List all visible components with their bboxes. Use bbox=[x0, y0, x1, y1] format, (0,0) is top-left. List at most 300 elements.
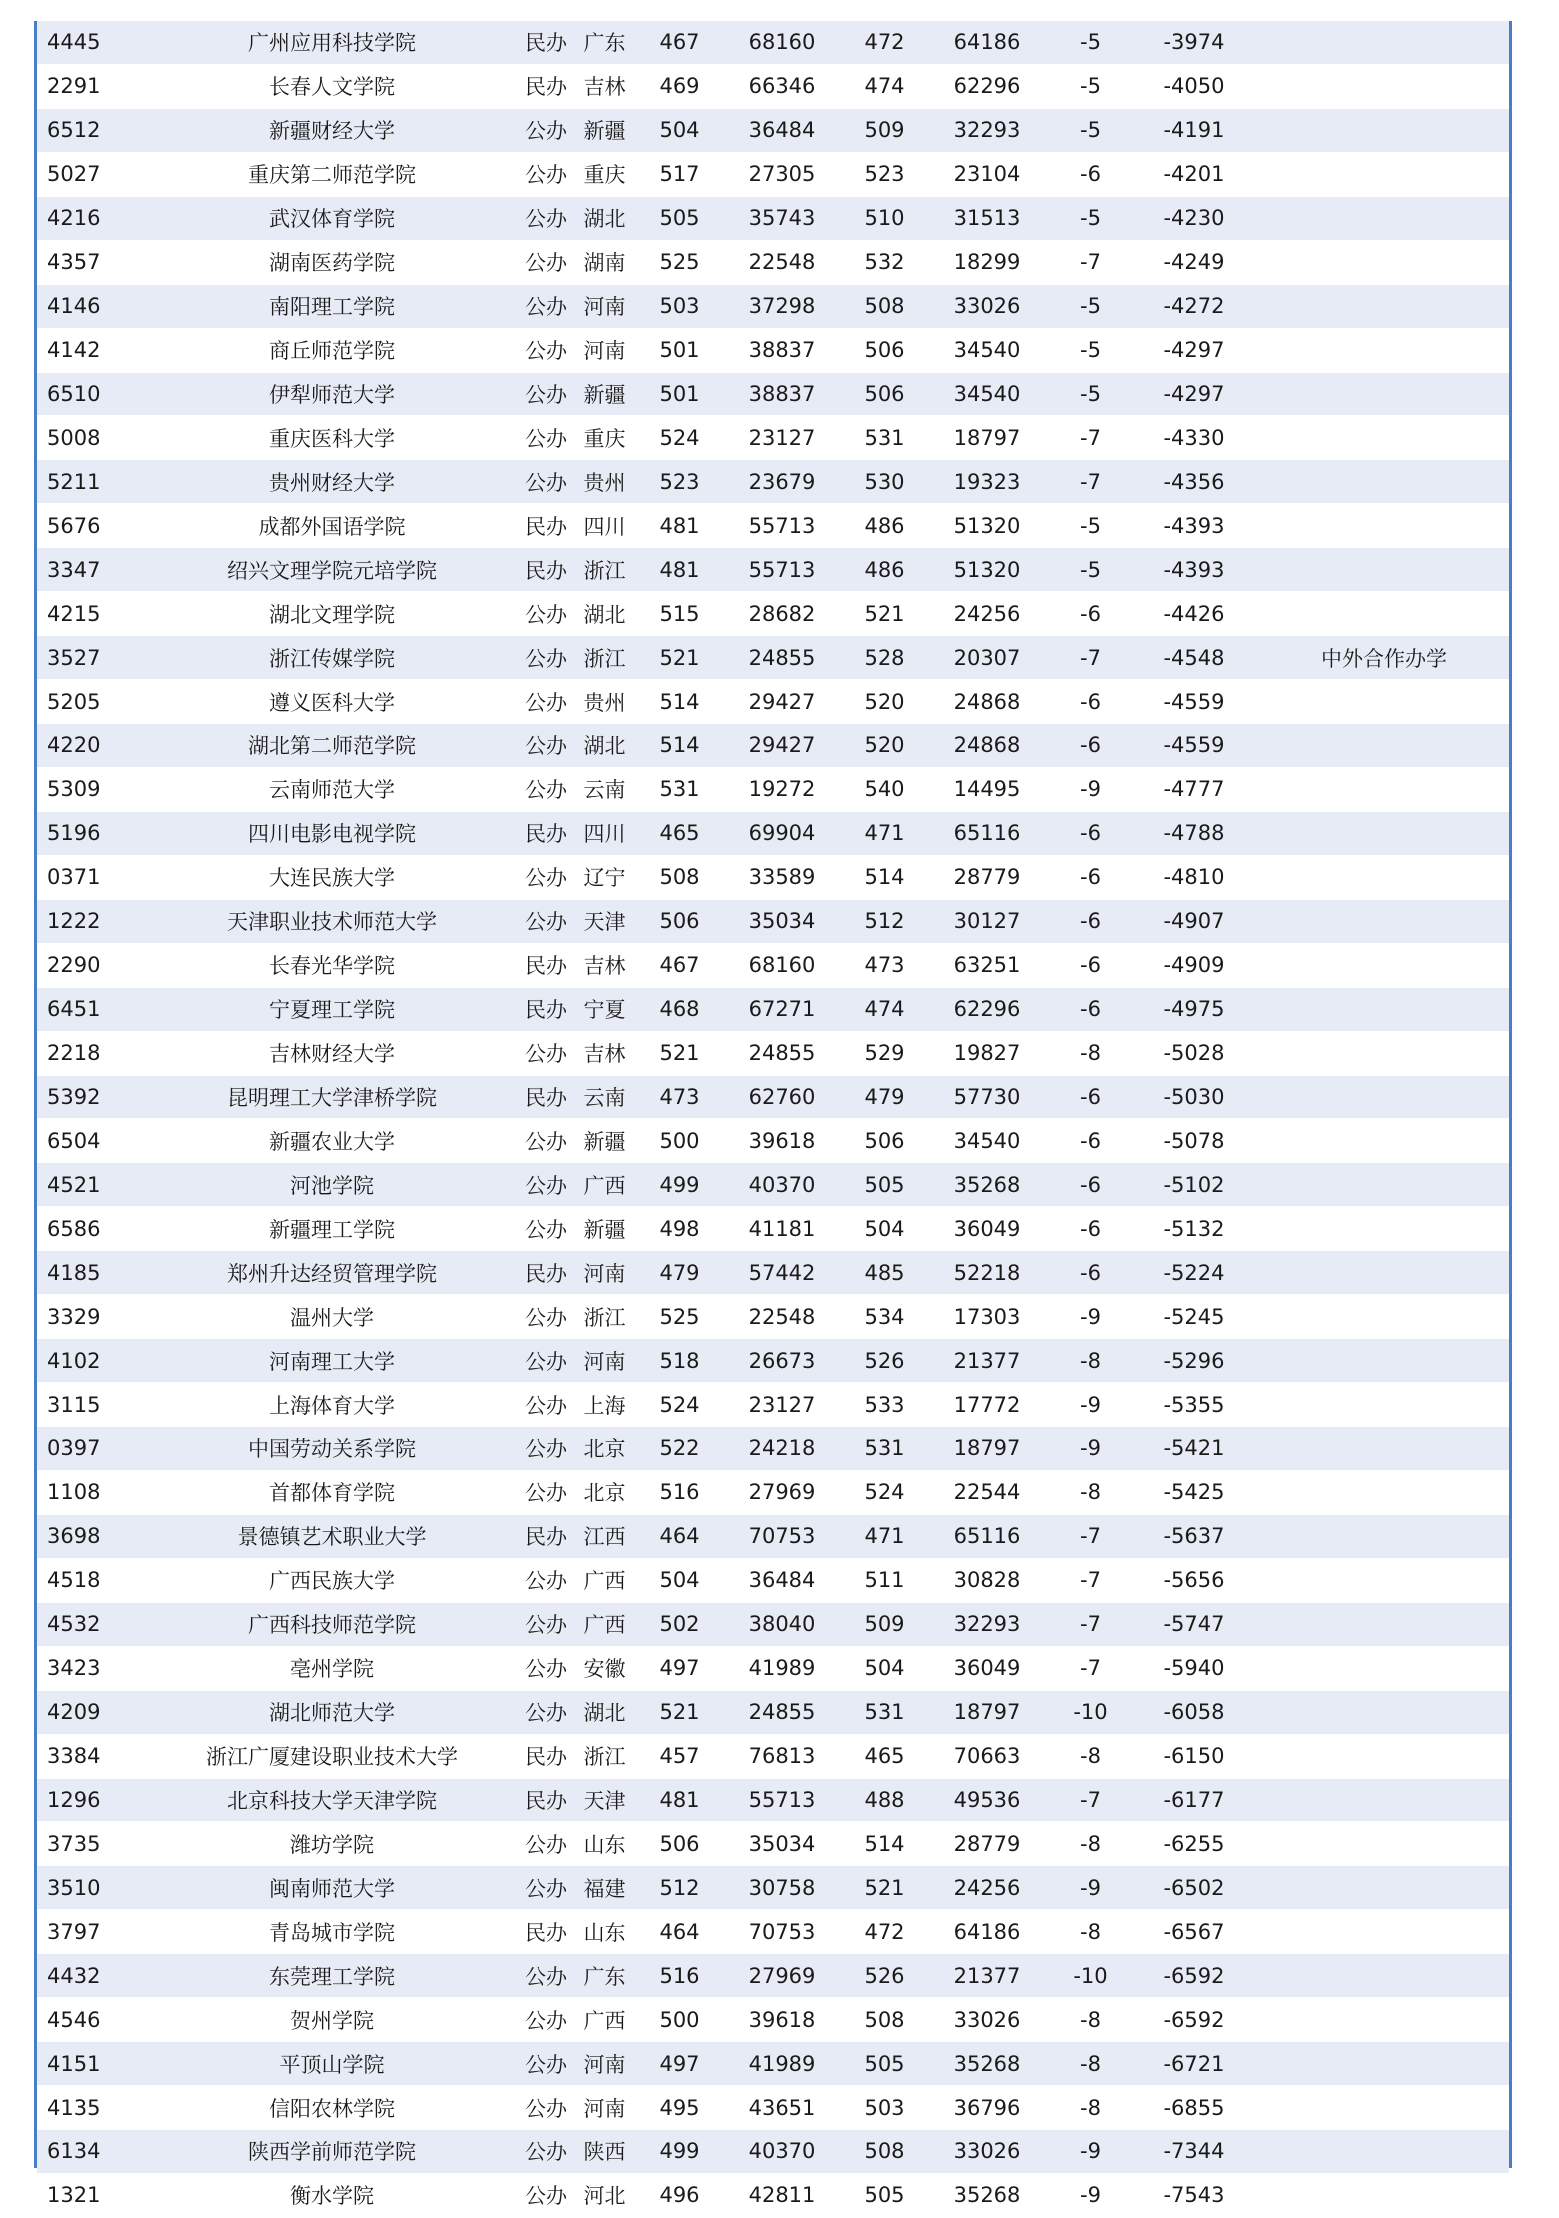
school-name-cell: 青岛城市学院 bbox=[167, 1910, 497, 1954]
note-cell bbox=[1259, 152, 1509, 196]
table-row bbox=[37, 1339, 1509, 1383]
score-2023-cell: 497 bbox=[642, 1646, 717, 1690]
rank-2023-cell: 68160 bbox=[717, 943, 847, 987]
note-cell: 中外合作办学 bbox=[1259, 636, 1509, 680]
school-type-cell: 民办 bbox=[497, 1734, 567, 1778]
rank-2023-cell: 69904 bbox=[717, 811, 847, 855]
province-cell: 四川 bbox=[567, 811, 642, 855]
school-code-cell: 3698 bbox=[37, 1514, 167, 1558]
rank-2022-cell: 36049 bbox=[922, 1207, 1052, 1251]
admission-score-table bbox=[37, 21, 1509, 2218]
school-type-cell: 民办 bbox=[497, 21, 567, 64]
school-type-cell: 公办 bbox=[497, 240, 567, 284]
rank-diff-cell: -5940 bbox=[1129, 1646, 1259, 1690]
score-2022-cell: 526 bbox=[847, 1954, 922, 1998]
school-name-cell: 河池学院 bbox=[167, 1163, 497, 1207]
score-diff-cell: -6 bbox=[1052, 899, 1129, 943]
rank-2023-cell: 22548 bbox=[717, 1295, 847, 1339]
school-code-cell: 4357 bbox=[37, 240, 167, 284]
rank-2023-cell: 36484 bbox=[717, 108, 847, 152]
table-row bbox=[37, 284, 1509, 328]
school-code-cell: 4135 bbox=[37, 2086, 167, 2130]
rank-diff-cell: -4426 bbox=[1129, 592, 1259, 636]
rank-diff-cell: -5421 bbox=[1129, 1427, 1259, 1471]
school-code-cell: 3347 bbox=[37, 548, 167, 592]
rank-2023-cell: 76813 bbox=[717, 1734, 847, 1778]
school-code-cell: 6134 bbox=[37, 2130, 167, 2174]
score-2023-cell: 467 bbox=[642, 943, 717, 987]
rank-diff-cell: -4975 bbox=[1129, 987, 1259, 1031]
school-code-cell: 4532 bbox=[37, 1602, 167, 1646]
school-code-cell: 3735 bbox=[37, 1822, 167, 1866]
school-type-cell: 民办 bbox=[497, 1910, 567, 1954]
rank-2023-cell: 24218 bbox=[717, 1427, 847, 1471]
province-cell: 辽宁 bbox=[567, 855, 642, 899]
province-cell: 浙江 bbox=[567, 636, 642, 680]
rank-2023-cell: 19272 bbox=[717, 767, 847, 811]
score-diff-cell: -9 bbox=[1052, 1866, 1129, 1910]
rank-2022-cell: 22544 bbox=[922, 1470, 1052, 1514]
school-type-cell: 公办 bbox=[497, 680, 567, 724]
score-2023-cell: 521 bbox=[642, 1690, 717, 1734]
score-2022-cell: 505 bbox=[847, 2173, 922, 2217]
rank-2023-cell: 33589 bbox=[717, 855, 847, 899]
score-2022-cell: 521 bbox=[847, 1866, 922, 1910]
school-code-cell: 6504 bbox=[37, 1119, 167, 1163]
school-type-cell: 公办 bbox=[497, 1163, 567, 1207]
school-type-cell: 公办 bbox=[497, 328, 567, 372]
rank-2022-cell: 49536 bbox=[922, 1778, 1052, 1822]
table-row bbox=[37, 504, 1509, 548]
score-2023-cell: 496 bbox=[642, 2173, 717, 2217]
school-name-cell: 河南理工大学 bbox=[167, 1339, 497, 1383]
school-code-cell: 2290 bbox=[37, 943, 167, 987]
province-cell: 新疆 bbox=[567, 1207, 642, 1251]
table-row bbox=[37, 1295, 1509, 1339]
note-cell bbox=[1259, 1031, 1509, 1075]
rank-diff-cell: -4907 bbox=[1129, 899, 1259, 943]
note-cell bbox=[1259, 504, 1509, 548]
school-name-cell: 吉林财经大学 bbox=[167, 1031, 497, 1075]
rank-diff-cell: -4559 bbox=[1129, 680, 1259, 724]
score-2022-cell: 532 bbox=[847, 240, 922, 284]
score-2023-cell: 525 bbox=[642, 240, 717, 284]
table-row bbox=[37, 1383, 1509, 1427]
school-type-cell: 公办 bbox=[497, 1822, 567, 1866]
score-2022-cell: 509 bbox=[847, 1602, 922, 1646]
rank-2023-cell: 43651 bbox=[717, 2086, 847, 2130]
table-row bbox=[37, 1427, 1509, 1471]
note-cell bbox=[1259, 372, 1509, 416]
school-name-cell: 潍坊学院 bbox=[167, 1822, 497, 1866]
school-code-cell: 1296 bbox=[37, 1778, 167, 1822]
school-type-cell: 公办 bbox=[497, 1646, 567, 1690]
school-name-cell: 贵州财经大学 bbox=[167, 460, 497, 504]
school-type-cell: 公办 bbox=[497, 767, 567, 811]
note-cell bbox=[1259, 1778, 1509, 1822]
table-row bbox=[37, 1822, 1509, 1866]
score-2023-cell: 502 bbox=[642, 1602, 717, 1646]
score-2023-cell: 457 bbox=[642, 1734, 717, 1778]
rank-2022-cell: 18797 bbox=[922, 416, 1052, 460]
province-cell: 河南 bbox=[567, 1251, 642, 1295]
note-cell bbox=[1259, 1383, 1509, 1427]
score-2022-cell: 472 bbox=[847, 1910, 922, 1954]
score-2023-cell: 473 bbox=[642, 1075, 717, 1119]
school-name-cell: 东莞理工学院 bbox=[167, 1954, 497, 1998]
score-2023-cell: 468 bbox=[642, 987, 717, 1031]
school-name-cell: 浙江广厦建设职业技术大学 bbox=[167, 1734, 497, 1778]
school-name-cell: 上海体育大学 bbox=[167, 1383, 497, 1427]
rank-diff-cell: -7344 bbox=[1129, 2130, 1259, 2174]
score-2023-cell: 521 bbox=[642, 636, 717, 680]
school-type-cell: 公办 bbox=[497, 152, 567, 196]
school-code-cell: 1108 bbox=[37, 1470, 167, 1514]
table-row bbox=[37, 2130, 1509, 2174]
rank-diff-cell: -6177 bbox=[1129, 1778, 1259, 1822]
province-cell: 广西 bbox=[567, 1602, 642, 1646]
rank-diff-cell: -5656 bbox=[1129, 1558, 1259, 1602]
province-cell: 新疆 bbox=[567, 372, 642, 416]
score-2023-cell: 469 bbox=[642, 64, 717, 108]
table-row bbox=[37, 1514, 1509, 1558]
score-diff-cell: -5 bbox=[1052, 504, 1129, 548]
score-2022-cell: 531 bbox=[847, 416, 922, 460]
school-name-cell: 浙江传媒学院 bbox=[167, 636, 497, 680]
score-diff-cell: -8 bbox=[1052, 1339, 1129, 1383]
rank-2023-cell: 40370 bbox=[717, 1163, 847, 1207]
province-cell: 重庆 bbox=[567, 152, 642, 196]
school-type-cell: 公办 bbox=[497, 1998, 567, 2042]
school-code-cell: 4102 bbox=[37, 1339, 167, 1383]
table-row bbox=[37, 372, 1509, 416]
school-code-cell: 2218 bbox=[37, 1031, 167, 1075]
note-cell bbox=[1259, 196, 1509, 240]
school-name-cell: 宁夏理工学院 bbox=[167, 987, 497, 1031]
score-diff-cell: -8 bbox=[1052, 1998, 1129, 2042]
province-cell: 贵州 bbox=[567, 460, 642, 504]
rank-diff-cell: -5078 bbox=[1129, 1119, 1259, 1163]
province-cell: 广西 bbox=[567, 1998, 642, 2042]
province-cell: 陕西 bbox=[567, 2130, 642, 2174]
score-2022-cell: 521 bbox=[847, 592, 922, 636]
school-type-cell: 公办 bbox=[497, 372, 567, 416]
score-diff-cell: -6 bbox=[1052, 592, 1129, 636]
province-cell: 云南 bbox=[567, 1075, 642, 1119]
table-row bbox=[37, 240, 1509, 284]
rank-2023-cell: 66346 bbox=[717, 64, 847, 108]
rank-2023-cell: 26673 bbox=[717, 1339, 847, 1383]
school-name-cell: 南阳理工学院 bbox=[167, 284, 497, 328]
rank-2023-cell: 39618 bbox=[717, 1119, 847, 1163]
score-diff-cell: -5 bbox=[1052, 548, 1129, 592]
school-name-cell: 闽南师范大学 bbox=[167, 1866, 497, 1910]
rank-2022-cell: 35268 bbox=[922, 2042, 1052, 2086]
school-type-cell: 民办 bbox=[497, 64, 567, 108]
school-name-cell: 天津职业技术师范大学 bbox=[167, 899, 497, 943]
school-code-cell: 4151 bbox=[37, 2042, 167, 2086]
rank-2023-cell: 22548 bbox=[717, 240, 847, 284]
school-name-cell: 景德镇艺术职业大学 bbox=[167, 1514, 497, 1558]
rank-diff-cell: -4050 bbox=[1129, 64, 1259, 108]
school-type-cell: 公办 bbox=[497, 1207, 567, 1251]
score-diff-cell: -6 bbox=[1052, 1119, 1129, 1163]
note-cell bbox=[1259, 1558, 1509, 1602]
score-2022-cell: 485 bbox=[847, 1251, 922, 1295]
score-2022-cell: 503 bbox=[847, 2086, 922, 2130]
school-type-cell: 民办 bbox=[497, 811, 567, 855]
rank-2022-cell: 70663 bbox=[922, 1734, 1052, 1778]
score-2022-cell: 540 bbox=[847, 767, 922, 811]
rank-diff-cell: -6502 bbox=[1129, 1866, 1259, 1910]
school-name-cell: 绍兴文理学院元培学院 bbox=[167, 548, 497, 592]
score-2022-cell: 506 bbox=[847, 1119, 922, 1163]
rank-diff-cell: -4272 bbox=[1129, 284, 1259, 328]
score-2023-cell: 517 bbox=[642, 152, 717, 196]
rank-2022-cell: 24868 bbox=[922, 680, 1052, 724]
table-row bbox=[37, 1602, 1509, 1646]
school-code-cell: 5676 bbox=[37, 504, 167, 548]
rank-2023-cell: 62760 bbox=[717, 1075, 847, 1119]
school-name-cell: 伊犁师范大学 bbox=[167, 372, 497, 416]
score-2022-cell: 528 bbox=[847, 636, 922, 680]
school-type-cell: 民办 bbox=[497, 504, 567, 548]
rank-2023-cell: 36484 bbox=[717, 1558, 847, 1602]
score-diff-cell: -8 bbox=[1052, 1470, 1129, 1514]
table-row bbox=[37, 899, 1509, 943]
province-cell: 湖北 bbox=[567, 724, 642, 768]
score-2023-cell: 515 bbox=[642, 592, 717, 636]
rank-diff-cell: -4559 bbox=[1129, 724, 1259, 768]
rank-2022-cell: 30828 bbox=[922, 1558, 1052, 1602]
rank-2022-cell: 21377 bbox=[922, 1339, 1052, 1383]
rank-2022-cell: 17303 bbox=[922, 1295, 1052, 1339]
rank-2022-cell: 65116 bbox=[922, 1514, 1052, 1558]
note-cell bbox=[1259, 108, 1509, 152]
note-cell bbox=[1259, 1602, 1509, 1646]
rank-diff-cell: -4393 bbox=[1129, 548, 1259, 592]
note-cell bbox=[1259, 284, 1509, 328]
note-cell bbox=[1259, 1163, 1509, 1207]
score-2022-cell: 511 bbox=[847, 1558, 922, 1602]
score-2022-cell: 514 bbox=[847, 855, 922, 899]
score-diff-cell: -6 bbox=[1052, 811, 1129, 855]
school-code-cell: 5309 bbox=[37, 767, 167, 811]
score-2022-cell: 514 bbox=[847, 1822, 922, 1866]
school-code-cell: 5027 bbox=[37, 152, 167, 196]
province-cell: 浙江 bbox=[567, 1295, 642, 1339]
rank-2023-cell: 35034 bbox=[717, 899, 847, 943]
rank-2023-cell: 27969 bbox=[717, 1470, 847, 1514]
rank-diff-cell: -4356 bbox=[1129, 460, 1259, 504]
note-cell bbox=[1259, 1514, 1509, 1558]
school-code-cell: 3384 bbox=[37, 1734, 167, 1778]
score-diff-cell: -9 bbox=[1052, 2173, 1129, 2217]
note-cell bbox=[1259, 943, 1509, 987]
score-2023-cell: 531 bbox=[642, 767, 717, 811]
province-cell: 河南 bbox=[567, 2086, 642, 2130]
school-type-cell: 民办 bbox=[497, 548, 567, 592]
rank-2023-cell: 42811 bbox=[717, 2173, 847, 2217]
score-2023-cell: 500 bbox=[642, 1119, 717, 1163]
rank-diff-cell: -4191 bbox=[1129, 108, 1259, 152]
note-cell bbox=[1259, 680, 1509, 724]
rank-diff-cell: -5132 bbox=[1129, 1207, 1259, 1251]
score-diff-cell: -6 bbox=[1052, 1075, 1129, 1119]
school-code-cell: 4215 bbox=[37, 592, 167, 636]
table-row bbox=[37, 767, 1509, 811]
province-cell: 天津 bbox=[567, 1778, 642, 1822]
school-code-cell: 5392 bbox=[37, 1075, 167, 1119]
score-2023-cell: 508 bbox=[642, 855, 717, 899]
table-row bbox=[37, 1163, 1509, 1207]
rank-2023-cell: 55713 bbox=[717, 504, 847, 548]
score-2023-cell: 506 bbox=[642, 1822, 717, 1866]
school-type-cell: 公办 bbox=[497, 1295, 567, 1339]
score-2022-cell: 479 bbox=[847, 1075, 922, 1119]
note-cell bbox=[1259, 21, 1509, 64]
rank-2023-cell: 70753 bbox=[717, 1514, 847, 1558]
note-cell bbox=[1259, 240, 1509, 284]
school-code-cell: 3115 bbox=[37, 1383, 167, 1427]
rank-2022-cell: 32293 bbox=[922, 108, 1052, 152]
note-cell bbox=[1259, 855, 1509, 899]
rank-2022-cell: 51320 bbox=[922, 504, 1052, 548]
rank-2022-cell: 30127 bbox=[922, 899, 1052, 943]
note-cell bbox=[1259, 592, 1509, 636]
province-cell: 河南 bbox=[567, 1339, 642, 1383]
rank-2023-cell: 35034 bbox=[717, 1822, 847, 1866]
rank-2023-cell: 27305 bbox=[717, 152, 847, 196]
province-cell: 浙江 bbox=[567, 548, 642, 592]
school-name-cell: 湖北师范大学 bbox=[167, 1690, 497, 1734]
rank-2022-cell: 17772 bbox=[922, 1383, 1052, 1427]
score-2022-cell: 520 bbox=[847, 680, 922, 724]
score-2022-cell: 524 bbox=[847, 1470, 922, 1514]
score-2023-cell: 514 bbox=[642, 680, 717, 724]
school-code-cell: 5211 bbox=[37, 460, 167, 504]
score-2022-cell: 508 bbox=[847, 284, 922, 328]
rank-2023-cell: 29427 bbox=[717, 724, 847, 768]
rank-2023-cell: 35743 bbox=[717, 196, 847, 240]
school-code-cell: 6510 bbox=[37, 372, 167, 416]
school-type-cell: 公办 bbox=[497, 1602, 567, 1646]
score-2022-cell: 534 bbox=[847, 1295, 922, 1339]
rank-2022-cell: 28779 bbox=[922, 855, 1052, 899]
rank-2022-cell: 19323 bbox=[922, 460, 1052, 504]
table-row bbox=[37, 152, 1509, 196]
note-cell bbox=[1259, 416, 1509, 460]
province-cell: 湖北 bbox=[567, 1690, 642, 1734]
province-cell: 北京 bbox=[567, 1427, 642, 1471]
table-row bbox=[37, 987, 1509, 1031]
rank-2023-cell: 28682 bbox=[717, 592, 847, 636]
table-row bbox=[37, 460, 1509, 504]
rank-diff-cell: -4393 bbox=[1129, 504, 1259, 548]
score-2023-cell: 518 bbox=[642, 1339, 717, 1383]
score-2023-cell: 481 bbox=[642, 1778, 717, 1822]
score-diff-cell: -7 bbox=[1052, 416, 1129, 460]
school-code-cell: 5196 bbox=[37, 811, 167, 855]
score-2022-cell: 506 bbox=[847, 328, 922, 372]
table-row bbox=[37, 943, 1509, 987]
note-cell bbox=[1259, 1954, 1509, 1998]
province-cell: 吉林 bbox=[567, 1031, 642, 1075]
province-cell: 新疆 bbox=[567, 1119, 642, 1163]
school-name-cell: 成都外国语学院 bbox=[167, 504, 497, 548]
school-name-cell: 大连民族大学 bbox=[167, 855, 497, 899]
score-diff-cell: -6 bbox=[1052, 152, 1129, 196]
rank-diff-cell: -4330 bbox=[1129, 416, 1259, 460]
school-name-cell: 商丘师范学院 bbox=[167, 328, 497, 372]
province-cell: 河南 bbox=[567, 284, 642, 328]
rank-2022-cell: 24256 bbox=[922, 1866, 1052, 1910]
note-cell bbox=[1259, 328, 1509, 372]
note-cell bbox=[1259, 1998, 1509, 2042]
score-2023-cell: 501 bbox=[642, 328, 717, 372]
score-2022-cell: 465 bbox=[847, 1734, 922, 1778]
rank-2022-cell: 18797 bbox=[922, 1690, 1052, 1734]
score-2022-cell: 523 bbox=[847, 152, 922, 196]
rank-2022-cell: 36796 bbox=[922, 2086, 1052, 2130]
table-row bbox=[37, 2042, 1509, 2086]
score-diff-cell: -9 bbox=[1052, 2130, 1129, 2174]
note-cell bbox=[1259, 767, 1509, 811]
school-code-cell: 2291 bbox=[37, 64, 167, 108]
school-type-cell: 公办 bbox=[497, 1470, 567, 1514]
score-2022-cell: 471 bbox=[847, 811, 922, 855]
rank-diff-cell: -6855 bbox=[1129, 2086, 1259, 2130]
rank-2022-cell: 33026 bbox=[922, 284, 1052, 328]
score-diff-cell: -6 bbox=[1052, 1207, 1129, 1251]
rank-2022-cell: 28779 bbox=[922, 1822, 1052, 1866]
score-diff-cell: -7 bbox=[1052, 1646, 1129, 1690]
school-code-cell: 0371 bbox=[37, 855, 167, 899]
score-2023-cell: 500 bbox=[642, 1998, 717, 2042]
score-2023-cell: 467 bbox=[642, 21, 717, 64]
school-name-cell: 重庆医科大学 bbox=[167, 416, 497, 460]
province-cell: 重庆 bbox=[567, 416, 642, 460]
province-cell: 河北 bbox=[567, 2173, 642, 2217]
school-code-cell: 6451 bbox=[37, 987, 167, 1031]
rank-2023-cell: 29427 bbox=[717, 680, 847, 724]
score-diff-cell: -6 bbox=[1052, 987, 1129, 1031]
table-row bbox=[37, 1998, 1509, 2042]
rank-diff-cell: -5030 bbox=[1129, 1075, 1259, 1119]
rank-2022-cell: 33026 bbox=[922, 2130, 1052, 2174]
rank-2022-cell: 24256 bbox=[922, 592, 1052, 636]
school-type-cell: 公办 bbox=[497, 2173, 567, 2217]
rank-diff-cell: -4909 bbox=[1129, 943, 1259, 987]
score-2022-cell: 530 bbox=[847, 460, 922, 504]
province-cell: 广西 bbox=[567, 1558, 642, 1602]
score-2023-cell: 499 bbox=[642, 1163, 717, 1207]
rank-diff-cell: -4548 bbox=[1129, 636, 1259, 680]
province-cell: 山东 bbox=[567, 1910, 642, 1954]
note-cell bbox=[1259, 548, 1509, 592]
rank-diff-cell: -4249 bbox=[1129, 240, 1259, 284]
score-diff-cell: -7 bbox=[1052, 1778, 1129, 1822]
school-name-cell: 遵义医科大学 bbox=[167, 680, 497, 724]
school-code-cell: 4432 bbox=[37, 1954, 167, 1998]
rank-2023-cell: 41989 bbox=[717, 2042, 847, 2086]
score-2022-cell: 474 bbox=[847, 987, 922, 1031]
rank-2022-cell: 34540 bbox=[922, 372, 1052, 416]
table-row bbox=[37, 1470, 1509, 1514]
school-name-cell: 衡水学院 bbox=[167, 2173, 497, 2217]
score-2023-cell: 504 bbox=[642, 108, 717, 152]
province-cell: 北京 bbox=[567, 1470, 642, 1514]
